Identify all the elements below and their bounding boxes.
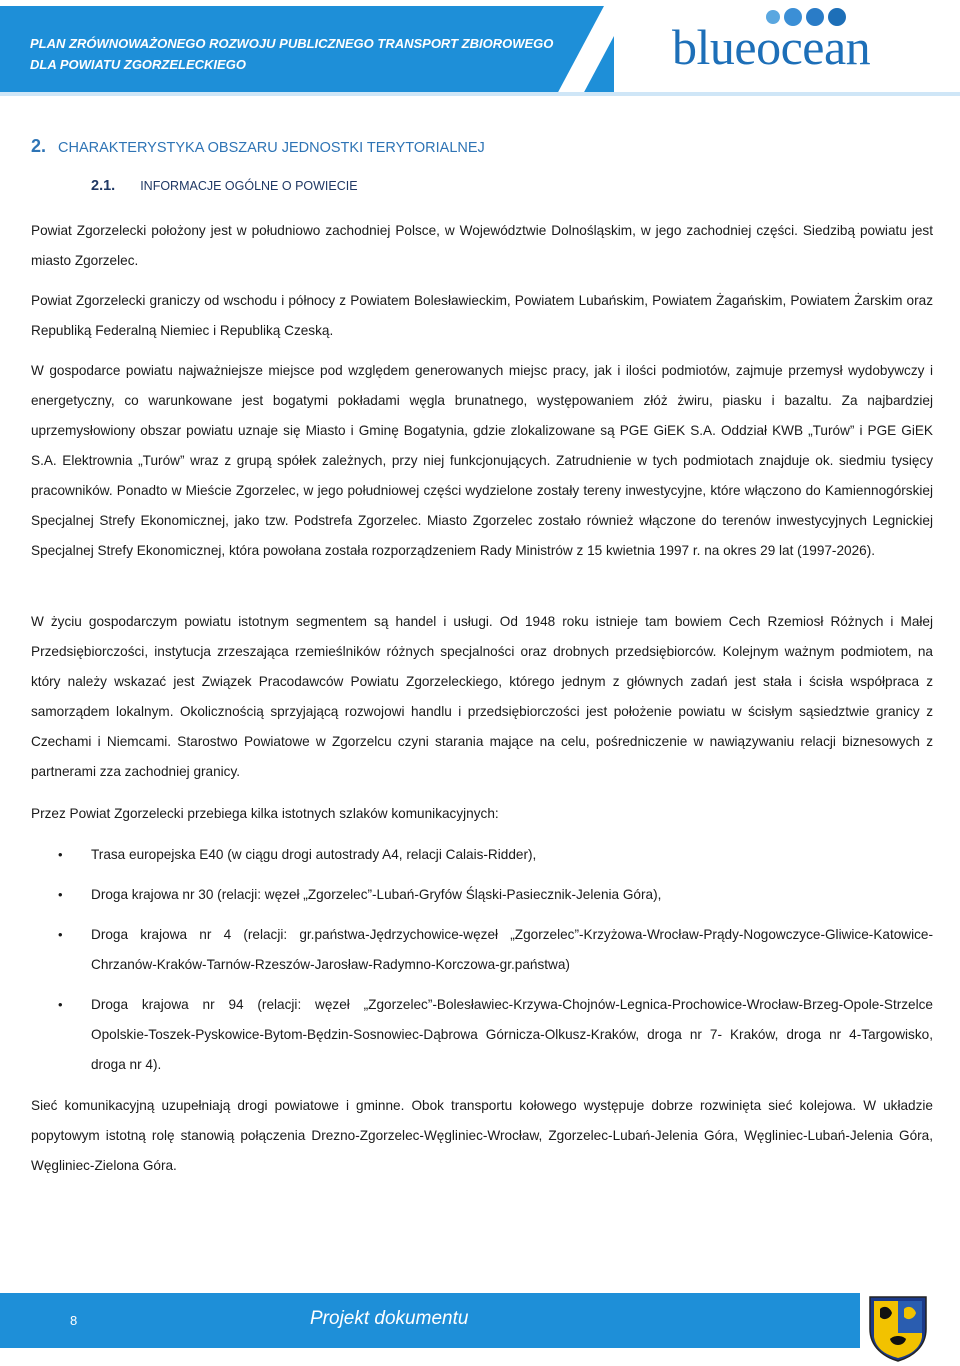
page-footer xyxy=(0,1293,960,1366)
footer-title: Projekt dokumentu xyxy=(310,1308,469,1329)
coat-of-arms-icon xyxy=(866,1293,930,1363)
section-title: CHARAKTERYSTYKA OBSZARU JEDNOSTKI TERYTORIALNEJ xyxy=(58,140,485,156)
blueocean-logo xyxy=(672,8,922,75)
header-title xyxy=(30,33,590,75)
bullet-marker: • xyxy=(58,997,63,1012)
paragraph-borders: Powiat Zgorzelecki graniczy od wschodu i północy z Powiatem Bolesławieckim, Powiatem Lubańskim, Powiatem Żagańskim, Powiatem Żarskim oraz Republiką Federalną Niemiec i Republiką Czeską. xyxy=(31,293,933,338)
paragraph-location: Powiat Zgorzelecki położony jest w południowo zachodniej Polsce, w Województwie Dolnośląskim, w jego zachodniej części. Siedzibą powiatu jest miasto Zgorzelec. xyxy=(31,223,933,268)
paragraph-economy: W gospodarce powiatu najważniejsze miejsce pod względem generowanych miejsc pracy, jak i ilości podmiotów, zajmuje przemysł wydobywczy i energetyczny, co warunkowane jest bogatymi pokładami węgla brunatnego, występowaniem złóż żwiru, piasku i bazaltu. Za najbardziej uprzemysłowiony obszar powiatu uznaje się Miasto i Gminę Bogatynia, gdzie zlokalizowane są PGE GiEK S.A. Oddział KWB „Turów” i PGE GiEK S.A. Elektrownia „Turów” wraz z grupą spółek zależnych, przy niej funkcjonujących. Zatrudnienie w tych podmiotach znajduje ok. siedmiu tysięcy pracowników. Ponadto w Mieście Zgorzelec, w jego południowej części wydzielone zostały tereny inwestycyjne, które włączono do Kamiennogórskiej Specjalnej Strefy Ekonomicznej, jako tzw. Podstrefa Zgorzelec. Miasto Zgorzelec zostało również włączone do terenów inwestycyjnych Legnickiej Specjalnej Strefy Ekonomicznej, która powołana została rozporządzeniem Rady Ministrów z 15 kwietnia 1997 r. na okres 29 lat (1997-2026). xyxy=(31,363,933,558)
section-number: 2. xyxy=(31,136,47,156)
logo-text: blueocean xyxy=(672,19,871,75)
bullet-marker: • xyxy=(58,847,63,862)
subsection-number: 2.1. xyxy=(91,178,116,194)
list-item-text: Droga krajowa nr 30 (relacji: węzeł „Zgorzelec”-Lubań-Gryfów Śląski-Pasiecznik-Jelenia Góra), xyxy=(91,887,662,902)
paragraph-routes-intro: Przez Powiat Zgorzelecki przebiega kilka istotnych szlaków komunikacyjnych: xyxy=(31,806,499,821)
subsection-title: INFORMACJE OGÓLNE O POWIECIE xyxy=(140,179,358,193)
list-item-text: Trasa europejska E40 (w ciągu drogi autostrady A4, relacji Calais-Ridder), xyxy=(91,847,537,862)
header-title-line-1: PLAN ZRÓWNOWAŻONEGO ROZWOJU PUBLICZNEGO TRANSPORT ZBIOROWEGO xyxy=(30,36,554,51)
bullet-marker: • xyxy=(58,887,63,902)
header-title-line-2: DLA POWIATU ZGORZELECKIEGO xyxy=(30,57,246,72)
paragraph-network: Sieć komunikacyjną uzupełniają drogi powiatowe i gminne. Obok transportu kołowego występuje dobrze rozwinięta sieć kolejowa. W układzie popytowym istotną rolę stanowią połączenia Drezno-Zgorzelec-Węgliniec-Wrocław, Zgorzelec-Lubań-Jelenia Góra, Węgliniec-Lubań-Jelenia Góra, Węgliniec-Zielona Góra. xyxy=(31,1098,933,1173)
page-number: 8 xyxy=(70,1313,78,1328)
subsection-heading xyxy=(91,176,358,196)
list-item-text: Droga krajowa nr 4 (relacji: gr.państwa-Jędrzychowice-węzeł „Zgorzelec”-Krzyżowa-Wrocław-Prądy-Nogowczyce-Gliwice-Katowice-Chrzanów-Kraków-Tarnów-Rzeszów-Jarosław-Radymno-Korczowa-gr.państwa) xyxy=(91,927,933,972)
list-item-text: Droga krajowa nr 94 (relacji: węzeł „Zgorzelec”-Bolesławiec-Krzywa-Chojnów-Legnica-Prochowice-Wrocław-Brzeg-Opole-Strzelce Opolskie-Toszek-Pyskowice-Bytom-Będzin-Sosnowiec-Dąbrowa Górnicza-Olkusz-Kraków, droga nr 7- Kraków, droga nr 4-Targowisko, droga nr 4). xyxy=(91,997,933,1072)
section-heading xyxy=(31,135,485,159)
bullet-marker: • xyxy=(58,927,63,942)
paragraph-trade: W życiu gospodarczym powiatu istotnym segmentem są handel i usługi. Od 1948 roku istnieje tam bowiem Cech Rzemiosł Różnych i Małej Przedsiębiorczości, instytucja zrzeszająca rzemieślników różnych specjalności oraz drobnych przedsiębiorców. Kolejnym ważnym podmiotem, na który należy wskazać jest Związek Pracodawców Powiatu Zgorzeleckiego, którego jednym z głównych zadań jest stała i ścisła współpraca z samorządem lokalnym. Okolicznością sprzyjającą rozwojowi handlu i przedsiębiorczości jest położenie powiatu w ścisłym sąsiedztwie granicy z Czechami i Niemcami. Starostwo Powiatowe w Zgorzelcu czyni starania mające na celu, pośredniczenie w nawiązywaniu relacji biznesowych z partnerami zza zachodniej granicy. xyxy=(31,614,933,779)
page-header xyxy=(0,0,960,96)
